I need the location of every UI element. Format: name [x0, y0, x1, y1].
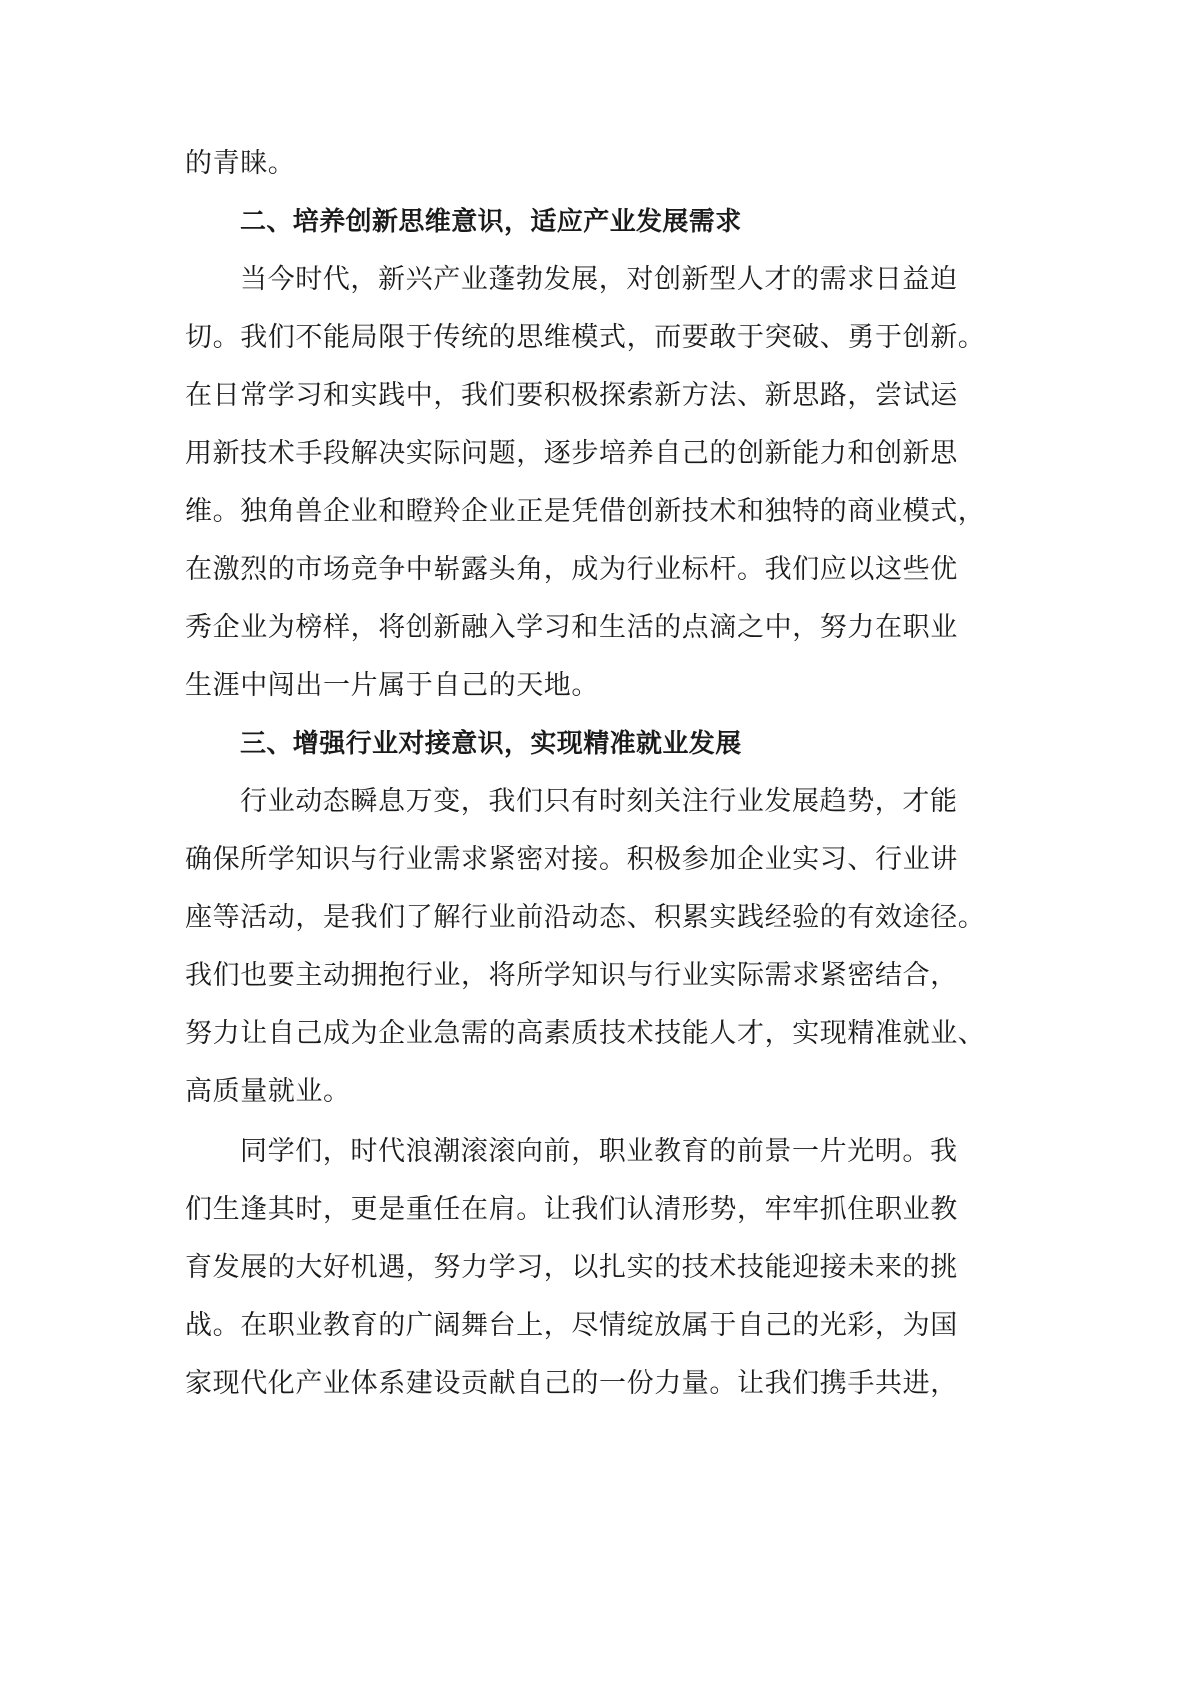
paragraph-line: 行业动态瞬息万变，我们只有时刻关注行业发展趋势，才能 [240, 786, 958, 817]
paragraph-line: 座等活动，是我们了解行业前沿动态、积累实践经验的有效途径。 [185, 902, 986, 933]
paragraph-line: 高质量就业。 [185, 1076, 351, 1107]
paragraph-line: 在日常学习和实践中，我们要积极探索新方法、新思路，尝试运 [185, 380, 958, 411]
paragraph-line: 同学们，时代浪潮滚滚向前，职业教育的前景一片光明。我 [240, 1136, 958, 1167]
paragraph-line: 家现代化产业体系建设贡献自己的一份力量。让我们携手共进， [185, 1368, 958, 1399]
paragraph-line: 努力让自己成为企业急需的高素质技术技能人才，实现精准就业、 [185, 1018, 986, 1049]
paragraph-line: 秀企业为榜样，将创新融入学习和生活的点滴之中，努力在职业 [185, 612, 958, 643]
paragraph-line: 育发展的大好机遇，努力学习，以扎实的技术技能迎接未来的挑 [185, 1252, 958, 1283]
paragraph-line: 用新技术手段解决实际问题，逐步培养自己的创新能力和创新思 [185, 438, 958, 469]
paragraph-line: 维。独角兽企业和瞪羚企业正是凭借创新技术和独特的商业模式， [185, 496, 986, 527]
paragraph-line: 在激烈的市场竞争中崭露头角，成为行业标杆。我们应以这些优 [185, 554, 958, 585]
paragraph-line: 确保所学知识与行业需求紧密对接。积极参加企业实习、行业讲 [185, 844, 958, 875]
paragraph-line: 生涯中闯出一片属于自己的天地。 [185, 670, 599, 701]
paragraph-line: 当今时代，新兴产业蓬勃发展，对创新型人才的需求日益迫 [240, 264, 958, 295]
section-heading-3: 三、增强行业对接意识，实现精准就业发展 [240, 729, 742, 759]
paragraph-line: 战。在职业教育的广阔舞台上，尽情绽放属于自己的光彩，为国 [185, 1310, 958, 1341]
paragraph-line: 们生逢其时，更是重任在肩。让我们认清形势，牢牢抓住职业教 [185, 1194, 958, 1225]
paragraph-line: 切。我们不能局限于传统的思维模式，而要敢于突破、勇于创新。 [185, 322, 986, 353]
paragraph-line: 的青睐。 [185, 148, 296, 179]
section-heading-2: 二、培养创新思维意识，适应产业发展需求 [240, 207, 742, 237]
paragraph-line: 我们也要主动拥抱行业，将所学知识与行业实际需求紧密结合， [185, 960, 958, 991]
